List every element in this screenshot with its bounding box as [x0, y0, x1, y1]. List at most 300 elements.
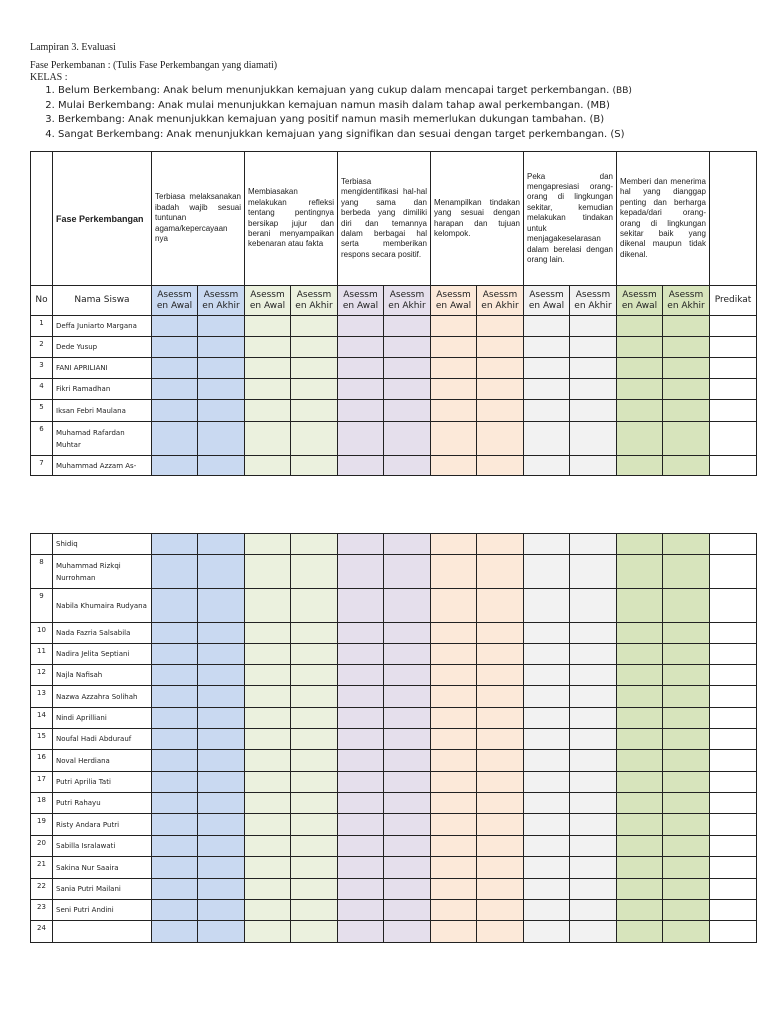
score-cell-awal[interactable] — [338, 337, 384, 358]
score-cell-awal[interactable] — [524, 623, 570, 644]
score-cell-akhir[interactable] — [384, 379, 431, 400]
score-cell-akhir[interactable] — [477, 316, 524, 337]
score-cell-akhir[interactable] — [663, 422, 710, 456]
score-cell-awal[interactable] — [617, 534, 663, 555]
score-cell-akhir[interactable] — [570, 589, 617, 623]
score-cell-awal[interactable] — [524, 750, 570, 772]
score-cell-akhir[interactable] — [384, 316, 431, 337]
score-cell-akhir[interactable] — [198, 337, 245, 358]
score-cell-awal[interactable] — [524, 555, 570, 589]
score-cell-akhir[interactable] — [570, 921, 617, 943]
score-cell-awal[interactable] — [338, 422, 384, 456]
score-cell-awal[interactable] — [338, 555, 384, 589]
score-cell-akhir[interactable] — [663, 900, 710, 921]
score-cell-akhir[interactable] — [477, 358, 524, 379]
score-cell-akhir[interactable] — [291, 589, 338, 623]
score-cell-akhir[interactable] — [198, 534, 245, 555]
score-cell-akhir[interactable] — [570, 422, 617, 456]
score-cell-akhir[interactable] — [477, 921, 524, 943]
score-cell-awal[interactable] — [524, 900, 570, 921]
score-cell-akhir[interactable] — [198, 793, 245, 814]
score-cell-akhir[interactable] — [384, 836, 431, 857]
score-cell-awal[interactable] — [524, 814, 570, 836]
score-cell-awal[interactable] — [617, 589, 663, 623]
score-cell-akhir[interactable] — [663, 686, 710, 708]
score-cell-akhir[interactable] — [198, 316, 245, 337]
score-cell-akhir[interactable] — [477, 879, 524, 900]
score-cell-akhir[interactable] — [663, 555, 710, 589]
score-cell-akhir[interactable] — [291, 623, 338, 644]
score-cell-awal[interactable] — [338, 456, 384, 476]
score-cell-awal[interactable] — [524, 422, 570, 456]
score-cell-akhir[interactable] — [570, 772, 617, 793]
score-cell-awal[interactable] — [245, 686, 291, 708]
predikat-cell[interactable] — [710, 750, 757, 772]
score-cell-awal[interactable] — [431, 900, 477, 921]
score-cell-akhir[interactable] — [570, 555, 617, 589]
score-cell-akhir[interactable] — [291, 379, 338, 400]
score-cell-awal[interactable] — [617, 422, 663, 456]
score-cell-akhir[interactable] — [663, 708, 710, 729]
score-cell-akhir[interactable] — [477, 665, 524, 686]
score-cell-awal[interactable] — [524, 589, 570, 623]
score-cell-awal[interactable] — [338, 750, 384, 772]
score-cell-awal[interactable] — [245, 623, 291, 644]
score-cell-awal[interactable] — [152, 836, 198, 857]
score-cell-awal[interactable] — [617, 337, 663, 358]
score-cell-akhir[interactable] — [570, 534, 617, 555]
score-cell-awal[interactable] — [245, 422, 291, 456]
score-cell-awal[interactable] — [617, 921, 663, 943]
score-cell-akhir[interactable] — [663, 750, 710, 772]
score-cell-akhir[interactable] — [198, 772, 245, 793]
score-cell-awal[interactable] — [431, 623, 477, 644]
score-cell-awal[interactable] — [431, 921, 477, 943]
score-cell-awal[interactable] — [431, 750, 477, 772]
score-cell-akhir[interactable] — [291, 772, 338, 793]
score-cell-akhir[interactable] — [477, 729, 524, 750]
score-cell-akhir[interactable] — [570, 793, 617, 814]
score-cell-awal[interactable] — [152, 644, 198, 665]
score-cell-awal[interactable] — [152, 921, 198, 943]
score-cell-awal[interactable] — [338, 836, 384, 857]
score-cell-akhir[interactable] — [384, 422, 431, 456]
score-cell-awal[interactable] — [617, 555, 663, 589]
score-cell-awal[interactable] — [617, 358, 663, 379]
score-cell-awal[interactable] — [152, 665, 198, 686]
score-cell-akhir[interactable] — [570, 665, 617, 686]
score-cell-awal[interactable] — [245, 337, 291, 358]
score-cell-akhir[interactable] — [198, 400, 245, 422]
score-cell-awal[interactable] — [431, 814, 477, 836]
score-cell-akhir[interactable] — [384, 337, 431, 358]
score-cell-akhir[interactable] — [198, 750, 245, 772]
score-cell-awal[interactable] — [617, 814, 663, 836]
score-cell-awal[interactable] — [245, 555, 291, 589]
score-cell-awal[interactable] — [152, 686, 198, 708]
score-cell-awal[interactable] — [338, 921, 384, 943]
score-cell-awal[interactable] — [617, 316, 663, 337]
score-cell-akhir[interactable] — [384, 534, 431, 555]
score-cell-awal[interactable] — [245, 644, 291, 665]
predikat-cell[interactable] — [710, 623, 757, 644]
score-cell-akhir[interactable] — [663, 836, 710, 857]
predikat-cell[interactable] — [710, 836, 757, 857]
score-cell-akhir[interactable] — [198, 665, 245, 686]
score-cell-akhir[interactable] — [291, 750, 338, 772]
score-cell-akhir[interactable] — [570, 400, 617, 422]
score-cell-awal[interactable] — [431, 857, 477, 879]
score-cell-akhir[interactable] — [291, 555, 338, 589]
score-cell-akhir[interactable] — [663, 921, 710, 943]
score-cell-awal[interactable] — [152, 879, 198, 900]
score-cell-awal[interactable] — [431, 729, 477, 750]
score-cell-awal[interactable] — [338, 879, 384, 900]
score-cell-akhir[interactable] — [663, 534, 710, 555]
score-cell-akhir[interactable] — [570, 857, 617, 879]
predikat-cell[interactable] — [710, 921, 757, 943]
score-cell-akhir[interactable] — [570, 708, 617, 729]
score-cell-akhir[interactable] — [570, 900, 617, 921]
score-cell-awal[interactable] — [431, 772, 477, 793]
score-cell-akhir[interactable] — [570, 337, 617, 358]
score-cell-akhir[interactable] — [663, 456, 710, 476]
predikat-cell[interactable] — [710, 379, 757, 400]
score-cell-awal[interactable] — [338, 857, 384, 879]
score-cell-akhir[interactable] — [384, 644, 431, 665]
score-cell-awal[interactable] — [431, 358, 477, 379]
score-cell-akhir[interactable] — [570, 750, 617, 772]
score-cell-akhir[interactable] — [384, 793, 431, 814]
score-cell-akhir[interactable] — [570, 814, 617, 836]
score-cell-awal[interactable] — [245, 456, 291, 476]
score-cell-akhir[interactable] — [384, 623, 431, 644]
score-cell-awal[interactable] — [617, 644, 663, 665]
score-cell-awal[interactable] — [245, 772, 291, 793]
score-cell-akhir[interactable] — [291, 686, 338, 708]
score-cell-akhir[interactable] — [663, 793, 710, 814]
score-cell-akhir[interactable] — [477, 400, 524, 422]
score-cell-akhir[interactable] — [198, 358, 245, 379]
score-cell-awal[interactable] — [245, 665, 291, 686]
predikat-cell[interactable] — [710, 729, 757, 750]
score-cell-awal[interactable] — [152, 814, 198, 836]
score-cell-awal[interactable] — [338, 772, 384, 793]
score-cell-akhir[interactable] — [291, 857, 338, 879]
score-cell-akhir[interactable] — [198, 729, 245, 750]
score-cell-akhir[interactable] — [570, 456, 617, 476]
score-cell-akhir[interactable] — [198, 900, 245, 921]
score-cell-awal[interactable] — [431, 793, 477, 814]
score-cell-akhir[interactable] — [477, 814, 524, 836]
score-cell-awal[interactable] — [617, 665, 663, 686]
score-cell-awal[interactable] — [338, 793, 384, 814]
predikat-cell[interactable] — [710, 400, 757, 422]
score-cell-akhir[interactable] — [291, 729, 338, 750]
score-cell-akhir[interactable] — [663, 729, 710, 750]
score-cell-akhir[interactable] — [198, 814, 245, 836]
score-cell-awal[interactable] — [152, 555, 198, 589]
score-cell-akhir[interactable] — [384, 555, 431, 589]
score-cell-awal[interactable] — [431, 879, 477, 900]
score-cell-akhir[interactable] — [198, 921, 245, 943]
score-cell-akhir[interactable] — [384, 665, 431, 686]
score-cell-awal[interactable] — [338, 358, 384, 379]
score-cell-akhir[interactable] — [291, 900, 338, 921]
score-cell-awal[interactable] — [338, 644, 384, 665]
score-cell-akhir[interactable] — [570, 623, 617, 644]
score-cell-awal[interactable] — [431, 665, 477, 686]
score-cell-awal[interactable] — [245, 921, 291, 943]
score-cell-awal[interactable] — [338, 708, 384, 729]
score-cell-akhir[interactable] — [384, 589, 431, 623]
score-cell-awal[interactable] — [431, 708, 477, 729]
score-cell-awal[interactable] — [524, 921, 570, 943]
score-cell-awal[interactable] — [338, 316, 384, 337]
score-cell-akhir[interactable] — [663, 772, 710, 793]
score-cell-akhir[interactable] — [384, 879, 431, 900]
score-cell-awal[interactable] — [431, 589, 477, 623]
score-cell-akhir[interactable] — [477, 836, 524, 857]
score-cell-awal[interactable] — [152, 422, 198, 456]
score-cell-akhir[interactable] — [291, 665, 338, 686]
predikat-cell[interactable] — [710, 422, 757, 456]
score-cell-awal[interactable] — [245, 793, 291, 814]
score-cell-akhir[interactable] — [384, 708, 431, 729]
score-cell-awal[interactable] — [524, 729, 570, 750]
score-cell-akhir[interactable] — [198, 422, 245, 456]
score-cell-akhir[interactable] — [384, 772, 431, 793]
score-cell-awal[interactable] — [617, 857, 663, 879]
score-cell-awal[interactable] — [617, 900, 663, 921]
score-cell-awal[interactable] — [338, 400, 384, 422]
score-cell-awal[interactable] — [524, 379, 570, 400]
score-cell-awal[interactable] — [431, 456, 477, 476]
score-cell-awal[interactable] — [338, 379, 384, 400]
score-cell-awal[interactable] — [617, 686, 663, 708]
predikat-cell[interactable] — [710, 665, 757, 686]
score-cell-akhir[interactable] — [384, 750, 431, 772]
score-cell-akhir[interactable] — [663, 879, 710, 900]
score-cell-akhir[interactable] — [291, 422, 338, 456]
score-cell-awal[interactable] — [431, 534, 477, 555]
score-cell-awal[interactable] — [524, 836, 570, 857]
score-cell-awal[interactable] — [524, 708, 570, 729]
predikat-cell[interactable] — [710, 589, 757, 623]
score-cell-akhir[interactable] — [291, 708, 338, 729]
score-cell-akhir[interactable] — [663, 589, 710, 623]
score-cell-awal[interactable] — [617, 793, 663, 814]
score-cell-awal[interactable] — [617, 836, 663, 857]
score-cell-awal[interactable] — [617, 708, 663, 729]
score-cell-awal[interactable] — [617, 623, 663, 644]
score-cell-awal[interactable] — [245, 857, 291, 879]
score-cell-akhir[interactable] — [291, 358, 338, 379]
score-cell-akhir[interactable] — [198, 836, 245, 857]
score-cell-akhir[interactable] — [570, 358, 617, 379]
score-cell-awal[interactable] — [338, 623, 384, 644]
score-cell-akhir[interactable] — [477, 422, 524, 456]
score-cell-awal[interactable] — [152, 456, 198, 476]
score-cell-akhir[interactable] — [663, 857, 710, 879]
predikat-cell[interactable] — [710, 814, 757, 836]
score-cell-awal[interactable] — [617, 750, 663, 772]
score-cell-awal[interactable] — [431, 400, 477, 422]
score-cell-akhir[interactable] — [291, 534, 338, 555]
score-cell-akhir[interactable] — [570, 686, 617, 708]
score-cell-akhir[interactable] — [663, 623, 710, 644]
score-cell-awal[interactable] — [152, 772, 198, 793]
predikat-cell[interactable] — [710, 857, 757, 879]
predikat-cell[interactable] — [710, 772, 757, 793]
score-cell-awal[interactable] — [152, 358, 198, 379]
score-cell-akhir[interactable] — [198, 857, 245, 879]
score-cell-akhir[interactable] — [291, 793, 338, 814]
score-cell-awal[interactable] — [152, 708, 198, 729]
score-cell-awal[interactable] — [338, 665, 384, 686]
score-cell-akhir[interactable] — [663, 400, 710, 422]
score-cell-awal[interactable] — [245, 836, 291, 857]
score-cell-awal[interactable] — [245, 729, 291, 750]
predikat-cell[interactable] — [710, 879, 757, 900]
score-cell-awal[interactable] — [338, 686, 384, 708]
score-cell-awal[interactable] — [245, 750, 291, 772]
score-cell-akhir[interactable] — [384, 456, 431, 476]
predikat-cell[interactable] — [710, 644, 757, 665]
score-cell-akhir[interactable] — [477, 456, 524, 476]
score-cell-akhir[interactable] — [384, 686, 431, 708]
score-cell-akhir[interactable] — [291, 337, 338, 358]
score-cell-awal[interactable] — [524, 793, 570, 814]
score-cell-akhir[interactable] — [477, 686, 524, 708]
score-cell-akhir[interactable] — [570, 379, 617, 400]
score-cell-awal[interactable] — [152, 337, 198, 358]
score-cell-awal[interactable] — [245, 379, 291, 400]
score-cell-awal[interactable] — [431, 644, 477, 665]
score-cell-awal[interactable] — [152, 623, 198, 644]
score-cell-awal[interactable] — [152, 729, 198, 750]
score-cell-awal[interactable] — [431, 555, 477, 589]
score-cell-akhir[interactable] — [291, 644, 338, 665]
score-cell-awal[interactable] — [152, 589, 198, 623]
predikat-cell[interactable] — [710, 900, 757, 921]
score-cell-awal[interactable] — [524, 400, 570, 422]
score-cell-akhir[interactable] — [198, 879, 245, 900]
score-cell-awal[interactable] — [152, 316, 198, 337]
score-cell-awal[interactable] — [617, 879, 663, 900]
score-cell-akhir[interactable] — [198, 708, 245, 729]
score-cell-akhir[interactable] — [663, 337, 710, 358]
predikat-cell[interactable] — [710, 555, 757, 589]
score-cell-akhir[interactable] — [477, 857, 524, 879]
score-cell-awal[interactable] — [245, 814, 291, 836]
score-cell-awal[interactable] — [152, 857, 198, 879]
score-cell-awal[interactable] — [245, 316, 291, 337]
score-cell-awal[interactable] — [524, 358, 570, 379]
score-cell-akhir[interactable] — [198, 623, 245, 644]
score-cell-awal[interactable] — [617, 379, 663, 400]
score-cell-akhir[interactable] — [198, 686, 245, 708]
score-cell-akhir[interactable] — [663, 316, 710, 337]
score-cell-akhir[interactable] — [477, 750, 524, 772]
score-cell-awal[interactable] — [431, 836, 477, 857]
score-cell-awal[interactable] — [431, 422, 477, 456]
score-cell-awal[interactable] — [152, 750, 198, 772]
score-cell-awal[interactable] — [245, 534, 291, 555]
score-cell-awal[interactable] — [524, 879, 570, 900]
score-cell-akhir[interactable] — [477, 772, 524, 793]
score-cell-akhir[interactable] — [291, 879, 338, 900]
predikat-cell[interactable] — [710, 534, 757, 555]
score-cell-awal[interactable] — [524, 456, 570, 476]
score-cell-awal[interactable] — [245, 900, 291, 921]
score-cell-akhir[interactable] — [477, 793, 524, 814]
predikat-cell[interactable] — [710, 686, 757, 708]
score-cell-akhir[interactable] — [663, 358, 710, 379]
score-cell-awal[interactable] — [431, 379, 477, 400]
score-cell-awal[interactable] — [338, 534, 384, 555]
score-cell-awal[interactable] — [524, 772, 570, 793]
predikat-cell[interactable] — [710, 316, 757, 337]
score-cell-akhir[interactable] — [384, 900, 431, 921]
score-cell-awal[interactable] — [431, 316, 477, 337]
score-cell-akhir[interactable] — [570, 316, 617, 337]
score-cell-akhir[interactable] — [291, 921, 338, 943]
score-cell-akhir[interactable] — [477, 708, 524, 729]
predikat-cell[interactable] — [710, 708, 757, 729]
score-cell-awal[interactable] — [524, 316, 570, 337]
score-cell-akhir[interactable] — [198, 555, 245, 589]
score-cell-akhir[interactable] — [384, 814, 431, 836]
predikat-cell[interactable] — [710, 456, 757, 476]
score-cell-awal[interactable] — [152, 793, 198, 814]
score-cell-awal[interactable] — [245, 708, 291, 729]
score-cell-akhir[interactable] — [477, 644, 524, 665]
score-cell-awal[interactable] — [617, 400, 663, 422]
score-cell-akhir[interactable] — [477, 337, 524, 358]
score-cell-awal[interactable] — [338, 814, 384, 836]
score-cell-akhir[interactable] — [198, 589, 245, 623]
score-cell-awal[interactable] — [524, 337, 570, 358]
score-cell-akhir[interactable] — [570, 729, 617, 750]
predikat-cell[interactable] — [710, 358, 757, 379]
score-cell-akhir[interactable] — [384, 857, 431, 879]
score-cell-akhir[interactable] — [663, 644, 710, 665]
score-cell-awal[interactable] — [524, 686, 570, 708]
score-cell-akhir[interactable] — [291, 836, 338, 857]
score-cell-awal[interactable] — [431, 337, 477, 358]
score-cell-awal[interactable] — [338, 729, 384, 750]
score-cell-akhir[interactable] — [384, 358, 431, 379]
score-cell-awal[interactable] — [524, 534, 570, 555]
score-cell-akhir[interactable] — [291, 400, 338, 422]
score-cell-awal[interactable] — [524, 644, 570, 665]
score-cell-awal[interactable] — [152, 900, 198, 921]
score-cell-awal[interactable] — [338, 900, 384, 921]
score-cell-akhir[interactable] — [570, 644, 617, 665]
score-cell-awal[interactable] — [617, 729, 663, 750]
score-cell-akhir[interactable] — [570, 836, 617, 857]
score-cell-awal[interactable] — [245, 358, 291, 379]
score-cell-awal[interactable] — [338, 589, 384, 623]
score-cell-awal[interactable] — [152, 534, 198, 555]
predikat-cell[interactable] — [710, 337, 757, 358]
score-cell-awal[interactable] — [617, 456, 663, 476]
score-cell-akhir[interactable] — [477, 379, 524, 400]
score-cell-akhir[interactable] — [477, 534, 524, 555]
score-cell-awal[interactable] — [152, 400, 198, 422]
score-cell-awal[interactable] — [245, 879, 291, 900]
